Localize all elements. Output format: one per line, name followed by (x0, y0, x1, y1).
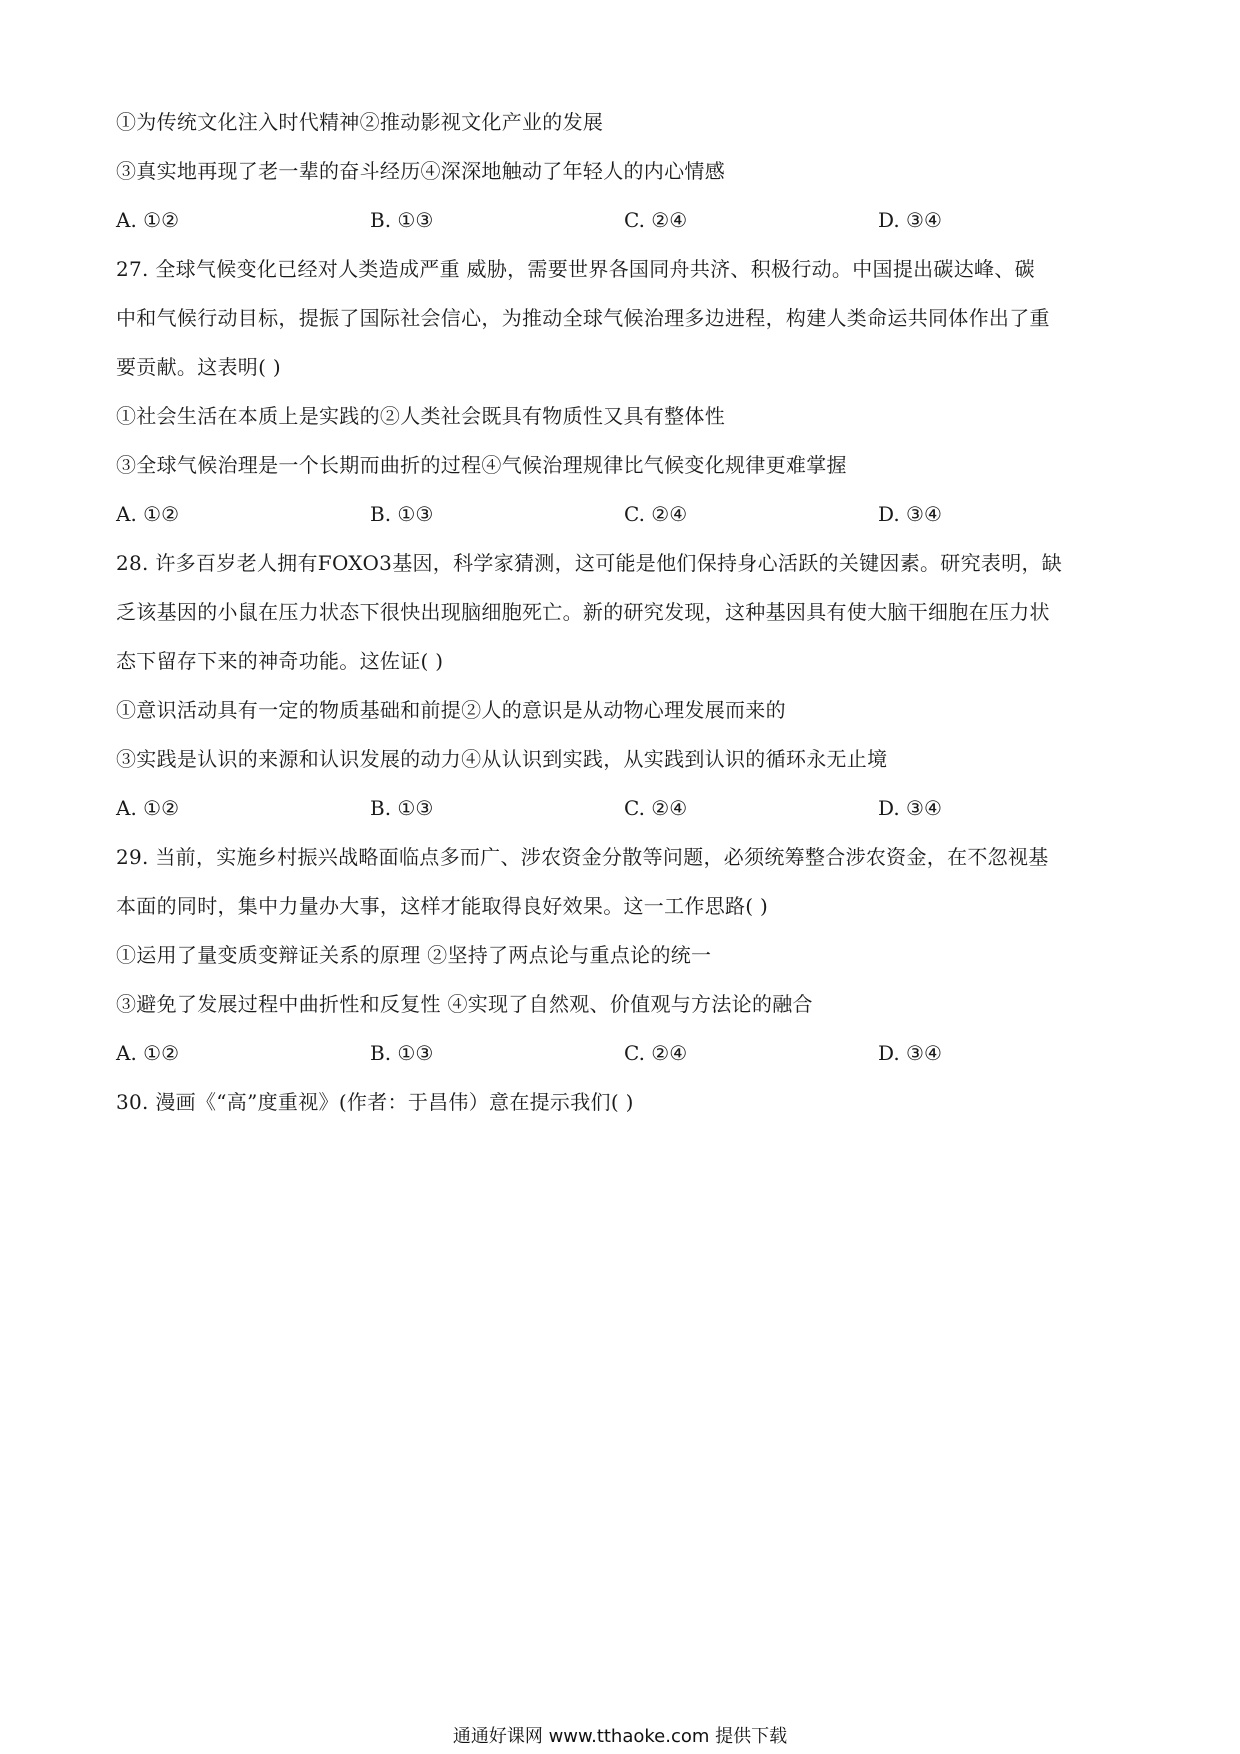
option-c: C. ②④ (624, 502, 688, 526)
q29-stem-line: 29. 当前，实施乡村振兴战略面临点多而广、涉农资金分散等问题，必须统筹整合涉农资金，在不忽视基 (116, 845, 1049, 869)
q28-stem-line: 28. 许多百岁老人拥有FOXO3基因，科学家猜测，这可能是他们保持身心活跃的关键因素。研究表明，缺 (116, 551, 1063, 575)
option-a: A. ①② (116, 796, 180, 820)
q28-stem-line: 乏该基因的小鼠在压力状态下很快出现脑细胞死亡。新的研究发现，这种基因具有使大脑干细胞在压力状 (116, 600, 1050, 624)
option-d: D. ③④ (878, 1041, 942, 1065)
page-content (116, 98, 1132, 1127)
q27-choice-line: ①社会生活在本质上是实践的②人类社会既具有物质性又具有整体性 (116, 404, 725, 428)
q29-choice-line: ①运用了量变质变辩证关系的原理 ②坚持了两点论与重点论的统一 (116, 943, 712, 967)
option-d: D. ③④ (878, 208, 942, 232)
option-b: B. ①③ (370, 1041, 434, 1065)
option-a: A. ①② (116, 1041, 180, 1065)
answer-options (116, 196, 1132, 245)
q29-answer-options (116, 1029, 1132, 1078)
option-d: D. ③④ (878, 502, 942, 526)
option-b: B. ①③ (370, 502, 434, 526)
q27-stem-line: 要贡献。这表明( ) (116, 355, 281, 379)
choice-line: ①为传统文化注入时代精神②推动影视文化产业的发展 (116, 110, 604, 134)
q28-stem-line: 态下留存下来的神奇功能。这佐证( ) (116, 649, 444, 673)
q27-stem-line: 27. 全球气候变化已经对人类造成严重 威胁，需要世界各国同舟共济、积极行动。中国提出碳达峰、碳 (116, 257, 1035, 281)
q29-choice-line: ③避免了发展过程中曲折性和反复性 ④实现了自然观、价值观与方法论的融合 (116, 992, 813, 1016)
q28-choice-line: ①意识活动具有一定的物质基础和前提②人的意识是从动物心理发展而来的 (116, 698, 786, 722)
option-c: C. ②④ (624, 796, 688, 820)
page-footer: 通通好课网 www.tthaoke.com 提供下载 (452, 1726, 788, 1747)
q29-stem-line: 本面的同时，集中力量办大事，这样才能取得良好效果。这一工作思路( ) (116, 894, 769, 918)
q27-choice-line: ③全球气候治理是一个长期而曲折的过程④气候治理规律比气候变化规律更难掌握 (116, 453, 847, 477)
option-c: C. ②④ (624, 208, 688, 232)
option-b: B. ①③ (370, 796, 434, 820)
option-a: A. ①② (116, 502, 180, 526)
option-c: C. ②④ (624, 1041, 688, 1065)
q30-stem-line: 30. 漫画《“高”度重视》(作者：于昌伟）意在提示我们( ) (116, 1090, 634, 1114)
option-b: B. ①③ (370, 208, 434, 232)
q27-answer-options (116, 490, 1132, 539)
q27-stem-line: 中和气候行动目标，提振了国际社会信心，为推动全球气候治理多边进程，构建人类命运共同体作出了重 (116, 306, 1050, 330)
q28-choice-line: ③实践是认识的来源和认识发展的动力④从认识到实践，从实践到认识的循环永无止境 (116, 747, 888, 771)
choice-line: ③真实地再现了老一辈的奋斗经历④深深地触动了年轻人的内心情感 (116, 159, 725, 183)
q28-answer-options (116, 784, 1132, 833)
option-a: A. ①② (116, 208, 180, 232)
option-d: D. ③④ (878, 796, 942, 820)
